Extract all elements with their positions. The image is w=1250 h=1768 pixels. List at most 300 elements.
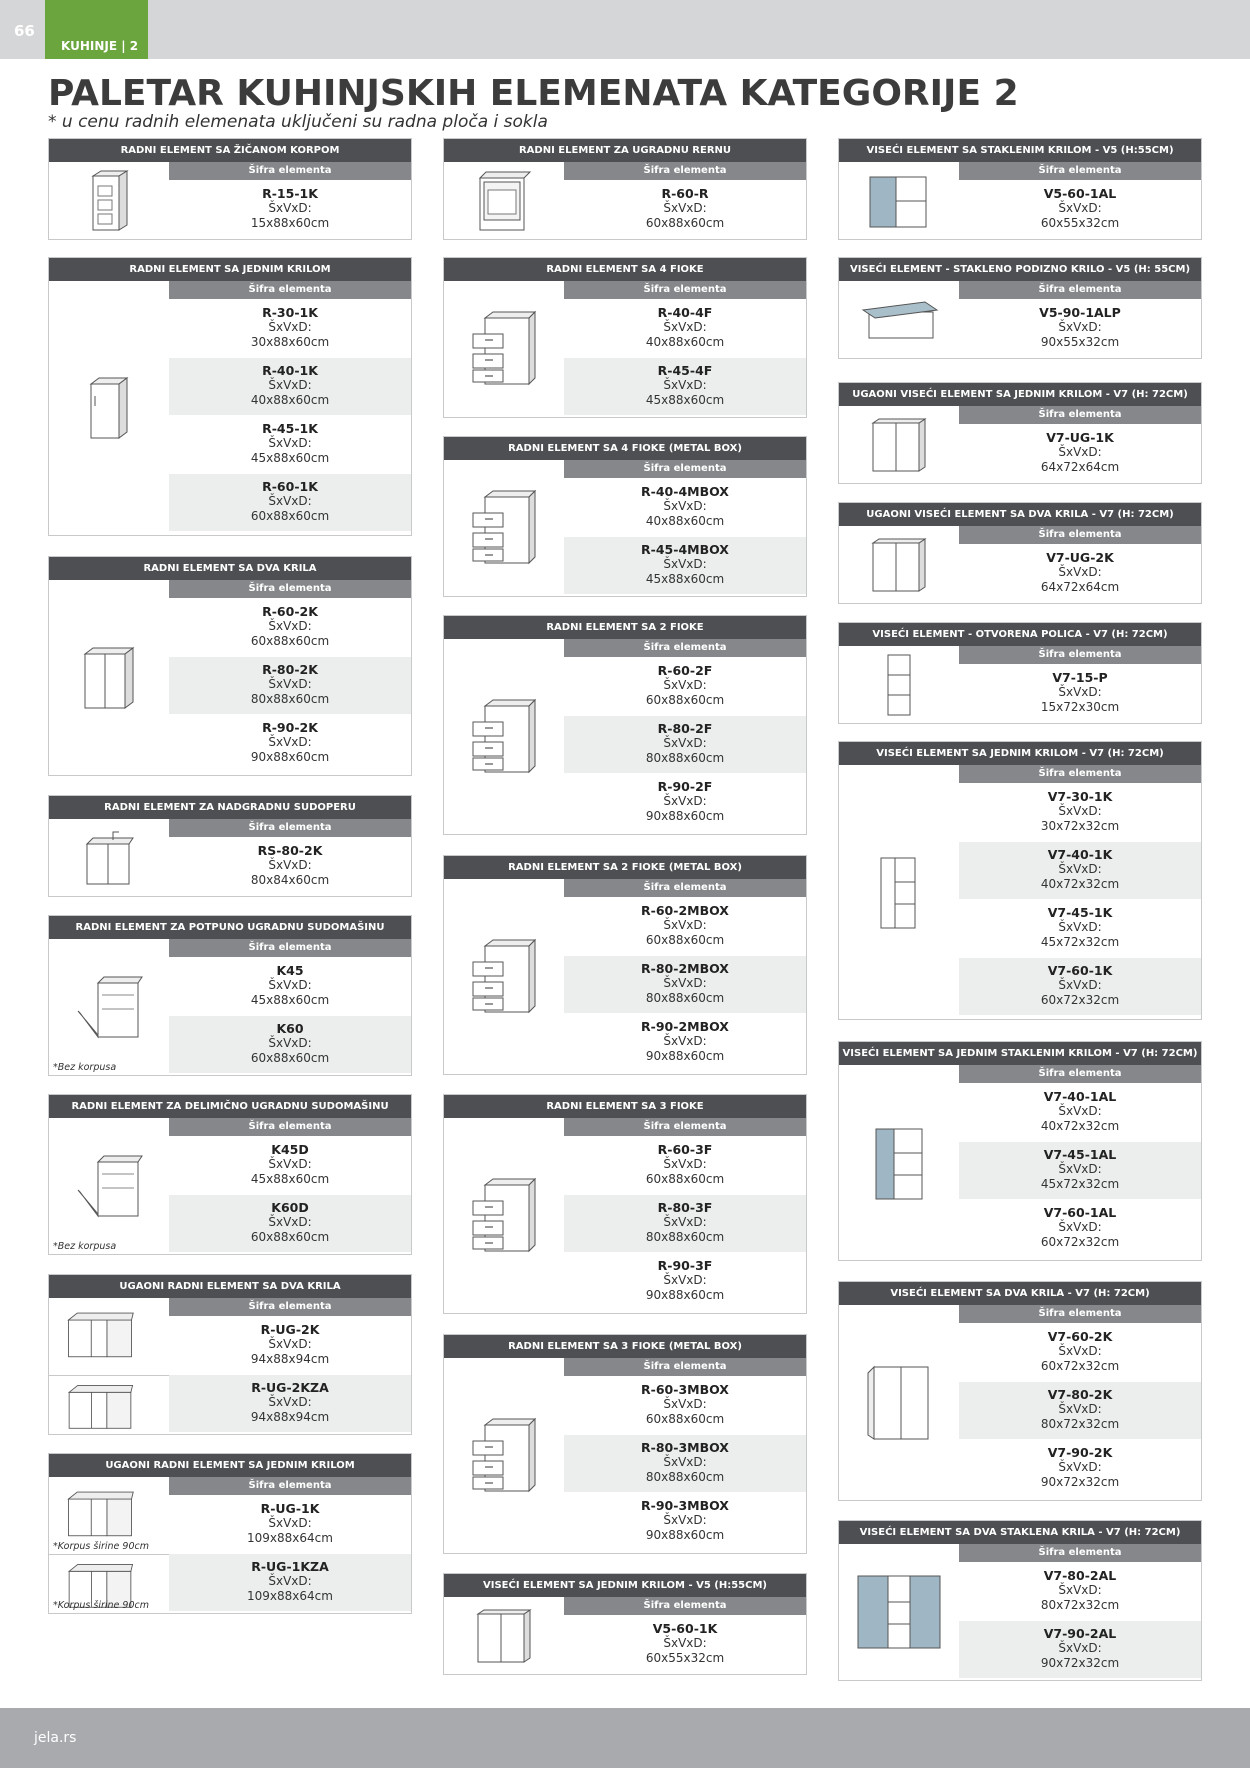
panel-body: [49, 162, 411, 239]
panel-body: [839, 1305, 1201, 1500]
product-size: 80x72x32cm: [1040, 1417, 1120, 1431]
dimension-label: ŠxVxD:: [663, 918, 707, 932]
product-size: 80x88x60cm: [645, 751, 725, 765]
panel-title: VISEĆI ELEMENT SA DVA STAKLENA KRILA - V7 (H: 72CM): [839, 1521, 1201, 1544]
product-item: [564, 357, 806, 415]
panel-body: [49, 939, 411, 1075]
code-header: Šifra elementa: [169, 580, 411, 598]
product-size: 90x72x32cm: [1040, 1656, 1120, 1670]
page-title: PALETAR KUHINJSKIH ELEMENATA KATEGORIJE 2: [48, 73, 1019, 114]
product-item: [959, 1620, 1201, 1678]
drawers-2-metalbox-icon: [444, 879, 564, 1074]
sink-cabinet-icon: [49, 819, 169, 896]
product-panel: [48, 1094, 412, 1255]
code-header: Šifra elementa: [564, 639, 806, 657]
product-item: [959, 783, 1201, 841]
panel-body: [839, 406, 1201, 483]
product-item: [564, 1492, 806, 1550]
product-item: [169, 1374, 411, 1432]
product-size: 45x88x60cm: [250, 993, 330, 1007]
product-size: 109x88x64cm: [247, 1531, 333, 1545]
product-size: 60x72x32cm: [1040, 1235, 1120, 1249]
panel-title: UGAONI VISEĆI ELEMENT SA DVA KRILA - V7 (H: 72CM): [839, 503, 1201, 526]
panel-body: [444, 639, 806, 834]
dimension-label: ŠxVxD:: [268, 494, 312, 508]
product-size: 80x84x60cm: [250, 873, 330, 887]
panel-body: [839, 526, 1201, 603]
dimension-label: ŠxVxD:: [663, 976, 707, 990]
product-panel: [838, 382, 1202, 484]
drawers-2-icon: [444, 639, 564, 834]
dimension-label: ŠxVxD:: [268, 619, 312, 633]
product-item: [959, 180, 1201, 238]
panel-body: [444, 460, 806, 596]
product-item: [564, 1434, 806, 1492]
product-size: 60x55x32cm: [645, 1651, 725, 1665]
product-item: [959, 664, 1201, 722]
product-size: 90x88x60cm: [645, 1528, 725, 1542]
panel-note: *Bez korpusa: [53, 1062, 117, 1073]
dimension-label: ŠxVxD:: [268, 320, 312, 334]
product-item: [169, 837, 411, 895]
product-item: [564, 955, 806, 1013]
product-code: V7-15-P: [1052, 670, 1108, 685]
product-size: 30x88x60cm: [250, 335, 330, 349]
panel-body: [444, 1358, 806, 1553]
product-code: R-45-1K: [262, 421, 318, 436]
product-panel: [443, 855, 807, 1075]
dimension-label: ŠxVxD:: [663, 320, 707, 334]
product-size: 45x72x32cm: [1040, 935, 1120, 949]
product-code: R-80-2MBOX: [641, 961, 729, 976]
product-code: R-15-1K: [262, 186, 318, 201]
code-header: Šifra elementa: [959, 1305, 1201, 1323]
product-code: R-60-2MBOX: [641, 903, 729, 918]
product-code: V5-60-1K: [652, 1621, 718, 1636]
panel-title: UGAONI RADNI ELEMENT SA JEDNIM KRILOM: [49, 1454, 411, 1477]
product-panel: [48, 795, 412, 897]
product-panel: [48, 1453, 412, 1614]
product-code: R-60-3F: [657, 1142, 713, 1157]
dimension-label: ŠxVxD:: [1058, 862, 1102, 876]
product-item: [564, 1194, 806, 1252]
wall-cabinet-glass-icon: [839, 162, 959, 239]
section-tab: [45, 0, 148, 59]
product-item: [169, 1136, 411, 1194]
corner-wall-single-icon: [839, 406, 959, 483]
product-code: V7-80-2K: [1047, 1387, 1113, 1402]
panel-body: [444, 1118, 806, 1313]
cabinet-double-door-icon: [49, 580, 169, 775]
product-size: 109x88x64cm: [247, 1589, 333, 1603]
product-code: R-30-1K: [262, 305, 318, 320]
product-code: V7-UG-1K: [1046, 430, 1114, 445]
dimension-label: ŠxVxD:: [268, 378, 312, 392]
footer-site: jela.rs: [34, 1730, 77, 1746]
drawers-4-metalbox-icon: [444, 460, 564, 596]
product-item: [959, 1562, 1201, 1620]
product-size: 40x88x60cm: [645, 335, 725, 349]
product-panel: [838, 1041, 1202, 1261]
product-size: 90x88x60cm: [250, 750, 330, 764]
panel-title: RADNI ELEMENT SA 2 FIOKE: [444, 616, 806, 639]
product-code: V7-80-2AL: [1043, 1568, 1117, 1583]
product-panel: [48, 138, 412, 240]
product-size: 80x72x32cm: [1040, 1598, 1120, 1612]
product-size: 60x88x60cm: [250, 634, 330, 648]
dimension-label: ŠxVxD:: [268, 1574, 312, 1588]
panel-body: [444, 281, 806, 417]
panel-title: VISEĆI ELEMENT - OTVORENA POLICA - V7 (H: 72CM): [839, 623, 1201, 646]
panel-body: [49, 580, 411, 775]
code-header: Šifra elementa: [959, 526, 1201, 544]
product-item: [959, 957, 1201, 1015]
dimension-label: ŠxVxD:: [663, 201, 707, 215]
product-code: R-90-3F: [657, 1258, 713, 1273]
product-item: [169, 1194, 411, 1252]
product-code: V7-90-2AL: [1043, 1626, 1117, 1641]
code-header: Šifra elementa: [959, 1544, 1201, 1562]
product-size: 30x72x32cm: [1040, 819, 1120, 833]
panel-title: RADNI ELEMENT ZA NADGRADNU SUDOPERU: [49, 796, 411, 819]
product-code: RS-80-2K: [257, 843, 323, 858]
dimension-label: ŠxVxD:: [1058, 685, 1102, 699]
dimension-label: ŠxVxD:: [1058, 565, 1102, 579]
product-code: R-60-2F: [657, 663, 713, 678]
code-header: Šifra elementa: [564, 1358, 806, 1376]
panel-title: UGAONI RADNI ELEMENT SA DVA KRILA: [49, 1275, 411, 1298]
code-header: Šifra elementa: [564, 281, 806, 299]
product-code: R-60-3MBOX: [641, 1382, 729, 1397]
panel-title: VISEĆI ELEMENT SA JEDNIM KRILOM - V5 (H:55CM): [444, 1574, 806, 1597]
product-item: [959, 1141, 1201, 1199]
product-panel: [838, 502, 1202, 604]
cabinet-single-door-icon: [49, 281, 169, 535]
product-item: [959, 1199, 1201, 1257]
panel-title: RADNI ELEMENT ZA POTPUNO UGRADNU SUDOMAŠINU: [49, 916, 411, 939]
product-code: R-90-2F: [657, 779, 713, 794]
dimension-label: ŠxVxD:: [268, 1516, 312, 1530]
dimension-label: ŠxVxD:: [1058, 320, 1102, 334]
product-item: [959, 841, 1201, 899]
dimension-label: ŠxVxD:: [1058, 1104, 1102, 1118]
panel-title: UGAONI VISEĆI ELEMENT SA JEDNIM KRILOM - V7 (H: 72CM): [839, 383, 1201, 406]
page-number: 66: [14, 22, 35, 40]
product-code: V7-UG-2K: [1046, 550, 1114, 565]
product-size: 90x72x32cm: [1040, 1475, 1120, 1489]
product-size: 60x55x32cm: [1040, 216, 1120, 230]
product-size: 64x72x64cm: [1040, 580, 1120, 594]
dimension-label: ŠxVxD:: [268, 1215, 312, 1229]
product-item: [169, 1316, 411, 1374]
panel-body: [49, 1477, 411, 1613]
dimension-label: ŠxVxD:: [1058, 1583, 1102, 1597]
product-item: [959, 1323, 1201, 1381]
product-code: R-80-2F: [657, 721, 713, 736]
product-item: [564, 897, 806, 955]
corner-cabinet-double-icon: [49, 1298, 169, 1375]
product-size: 45x88x60cm: [250, 1172, 330, 1186]
code-header: Šifra elementa: [564, 162, 806, 180]
dimension-label: ŠxVxD:: [268, 1157, 312, 1171]
product-code: V5-90-1ALP: [1039, 305, 1121, 320]
wall-cabinet-v7-double-glass-icon: [839, 1544, 959, 1680]
product-panel: [48, 257, 412, 536]
dimension-label: ŠxVxD:: [268, 735, 312, 749]
product-item: [959, 1083, 1201, 1141]
product-item: [169, 714, 411, 772]
product-item: [564, 1252, 806, 1310]
dimension-label: ŠxVxD:: [663, 378, 707, 392]
code-header: Šifra elementa: [169, 939, 411, 957]
product-code: R-90-2MBOX: [641, 1019, 729, 1034]
product-size: 60x72x32cm: [1040, 1359, 1120, 1373]
product-code: R-60-R: [661, 186, 709, 201]
product-item: [564, 1136, 806, 1194]
product-code: R-80-3MBOX: [641, 1440, 729, 1455]
dimension-label: ŠxVxD:: [1058, 978, 1102, 992]
panel-title: VISEĆI ELEMENT - STAKLENO PODIZNO KRILO - V5 (H: 55CM): [839, 258, 1201, 281]
panel-body: [839, 1544, 1201, 1680]
product-panel: [838, 1520, 1202, 1681]
product-item: [564, 478, 806, 536]
dimension-label: ŠxVxD:: [1058, 1402, 1102, 1416]
product-size: 45x88x60cm: [645, 572, 725, 586]
dimension-label: ŠxVxD:: [1058, 1460, 1102, 1474]
code-header: Šifra elementa: [564, 1118, 806, 1136]
code-header: Šifra elementa: [169, 1118, 411, 1136]
panel-title: RADNI ELEMENT SA 3 FIOKE (METAL BOX): [444, 1335, 806, 1358]
panel-title: RADNI ELEMENT SA JEDNIM KRILOM: [49, 258, 411, 281]
footer: [0, 1708, 1250, 1768]
product-panel: [838, 622, 1202, 724]
product-panel: [443, 1334, 807, 1554]
product-code: R-40-1K: [262, 363, 318, 378]
corner-cabinet-double-icon: [49, 1375, 169, 1434]
product-size: 90x88x60cm: [645, 809, 725, 823]
dimension-label: ŠxVxD:: [663, 499, 707, 513]
panel-note: *Bez korpusa: [53, 1241, 117, 1252]
product-code: V7-90-2K: [1047, 1445, 1113, 1460]
product-size: 64x72x64cm: [1040, 460, 1120, 474]
product-item: [169, 357, 411, 415]
code-header: Šifra elementa: [169, 819, 411, 837]
product-size: 80x88x60cm: [645, 1470, 725, 1484]
drawers-3-metalbox-icon: [444, 1358, 564, 1553]
product-size: 60x88x60cm: [250, 509, 330, 523]
product-item: [169, 598, 411, 656]
panel-note: *Korpus širine 90cm: [53, 1541, 149, 1552]
product-item: [169, 180, 411, 238]
product-item: [564, 1615, 806, 1673]
corner-cabinet-single-icon: [49, 1554, 169, 1613]
product-size: 40x88x60cm: [250, 393, 330, 407]
code-header: Šifra elementa: [564, 879, 806, 897]
dishwasher-partial-icon: [49, 1118, 169, 1254]
product-size: 90x88x60cm: [645, 1288, 725, 1302]
panel-body: [444, 879, 806, 1074]
product-code: R-80-2K: [262, 662, 318, 677]
product-size: 60x72x32cm: [1040, 993, 1120, 1007]
panel-title: VISEĆI ELEMENT SA JEDNIM STAKLENIM KRILOM - V7 (H: 72CM): [839, 1042, 1201, 1065]
dimension-label: ŠxVxD:: [268, 1036, 312, 1050]
dimension-label: ŠxVxD:: [268, 1337, 312, 1351]
panel-title: VISEĆI ELEMENT SA DVA KRILA - V7 (H: 72CM): [839, 1282, 1201, 1305]
product-size: 40x88x60cm: [645, 514, 725, 528]
panel-body: [49, 1298, 411, 1434]
product-panel: [48, 915, 412, 1076]
cabinet-wire-basket-icon: [49, 162, 169, 239]
product-code: V7-60-1K: [1047, 963, 1113, 978]
product-item: [169, 415, 411, 473]
dimension-label: ŠxVxD:: [663, 794, 707, 808]
product-item: [564, 180, 806, 238]
dimension-label: ŠxVxD:: [1058, 1344, 1102, 1358]
product-size: 60x88x60cm: [645, 933, 725, 947]
product-code: R-UG-1K: [260, 1501, 320, 1516]
product-size: 80x88x60cm: [645, 1230, 725, 1244]
dimension-label: ŠxVxD:: [268, 858, 312, 872]
corner-wall-double-icon: [839, 526, 959, 603]
product-size: 45x88x60cm: [250, 451, 330, 465]
panel-body: [839, 646, 1201, 723]
code-header: Šifra elementa: [959, 646, 1201, 664]
code-header: Šifra elementa: [169, 281, 411, 299]
dimension-label: ŠxVxD:: [1058, 445, 1102, 459]
drawers-4-icon: [444, 281, 564, 417]
dimension-label: ŠxVxD:: [1058, 1162, 1102, 1176]
product-item: [564, 657, 806, 715]
panel-body: [839, 1065, 1201, 1260]
dimension-label: ŠxVxD:: [1058, 1641, 1102, 1655]
product-item: [169, 1015, 411, 1073]
wall-cabinet-lift-glass-icon: [839, 281, 959, 358]
dimension-label: ŠxVxD:: [663, 1455, 707, 1469]
product-code: K60: [276, 1021, 304, 1036]
panel-body: [49, 819, 411, 896]
panel-title: RADNI ELEMENT ZA UGRADNU RERNU: [444, 139, 806, 162]
product-code: R-UG-2K: [260, 1322, 320, 1337]
dimension-label: ŠxVxD:: [268, 978, 312, 992]
dimension-label: ŠxVxD:: [1058, 920, 1102, 934]
code-header: Šifra elementa: [959, 281, 1201, 299]
product-item: [959, 544, 1201, 602]
wall-cabinet-v7-single-icon: [839, 765, 959, 1019]
product-code: V7-40-1AL: [1043, 1089, 1117, 1104]
dimension-label: ŠxVxD:: [663, 1273, 707, 1287]
panel-body: [49, 1118, 411, 1254]
product-code: R-45-4MBOX: [641, 542, 729, 557]
code-header: Šifra elementa: [959, 162, 1201, 180]
product-item: [169, 473, 411, 531]
product-size: 60x88x60cm: [645, 1412, 725, 1426]
dimension-label: ŠxVxD:: [268, 201, 312, 215]
product-item: [959, 424, 1201, 482]
dimension-label: ŠxVxD:: [1058, 804, 1102, 818]
product-code: V7-45-1AL: [1043, 1147, 1117, 1162]
code-header: Šifra elementa: [959, 765, 1201, 783]
dimension-label: ŠxVxD:: [268, 436, 312, 450]
product-size: 90x88x60cm: [645, 1049, 725, 1063]
section-label: KUHINJE | 2: [61, 39, 139, 53]
code-header: Šifra elementa: [564, 1597, 806, 1615]
panel-title: RADNI ELEMENT SA 3 FIOKE: [444, 1095, 806, 1118]
product-item: [564, 1013, 806, 1071]
panel-body: [839, 281, 1201, 358]
oven-cabinet-icon: [444, 162, 564, 239]
product-code: R-45-4F: [657, 363, 713, 378]
dimension-label: ŠxVxD:: [663, 1034, 707, 1048]
dimension-label: ŠxVxD:: [663, 736, 707, 750]
product-code: R-UG-1KZA: [251, 1559, 329, 1574]
product-panel: [443, 1573, 807, 1675]
product-size: 90x55x32cm: [1040, 335, 1120, 349]
product-size: 94x88x94cm: [250, 1352, 330, 1366]
product-item: [564, 536, 806, 594]
product-size: 45x88x60cm: [645, 393, 725, 407]
code-header: Šifra elementa: [169, 1298, 411, 1316]
open-shelf-icon: [839, 646, 959, 723]
product-code: R-60-1K: [262, 479, 318, 494]
panel-body: [839, 765, 1201, 1019]
product-code: K60D: [271, 1200, 309, 1215]
panel-title: RADNI ELEMENT SA 4 FIOKE (METAL BOX): [444, 437, 806, 460]
panel-body: [444, 1597, 806, 1674]
product-panel: [838, 741, 1202, 1020]
product-code: V7-40-1K: [1047, 847, 1113, 862]
product-code: V7-60-1AL: [1043, 1205, 1117, 1220]
product-code: K45: [276, 963, 304, 978]
code-header: Šifra elementa: [169, 162, 411, 180]
product-size: 80x88x60cm: [645, 991, 725, 1005]
product-panel: [838, 138, 1202, 240]
product-item: [959, 1439, 1201, 1497]
dimension-label: ŠxVxD:: [1058, 201, 1102, 215]
product-item: [169, 656, 411, 714]
product-panel: [838, 257, 1202, 359]
code-header: Šifra elementa: [169, 1477, 411, 1495]
dimension-label: ŠxVxD:: [663, 1397, 707, 1411]
product-item: [169, 1495, 411, 1553]
panel-title: RADNI ELEMENT ZA DELIMIČNO UGRADNU SUDOMAŠINU: [49, 1095, 411, 1118]
product-item: [169, 1553, 411, 1611]
product-code: R-60-2K: [262, 604, 318, 619]
product-code: R-40-4MBOX: [641, 484, 729, 499]
wall-cabinet-single-icon: [444, 1597, 564, 1674]
wall-cabinet-v7-glass-icon: [839, 1065, 959, 1260]
dimension-label: ŠxVxD:: [663, 557, 707, 571]
code-header: Šifra elementa: [959, 406, 1201, 424]
product-code: R-90-3MBOX: [641, 1498, 729, 1513]
product-panel: [443, 1094, 807, 1314]
product-size: 15x72x30cm: [1040, 700, 1120, 714]
panel-title: VISEĆI ELEMENT SA JEDNIM KRILOM - V7 (H: 72CM): [839, 742, 1201, 765]
product-panel: [443, 436, 807, 597]
product-item: [564, 773, 806, 831]
panel-title: VISEĆI ELEMENT SA STAKLENIM KRILOM - V5 (H:55CM): [839, 139, 1201, 162]
corner-cabinet-single-icon: [49, 1477, 169, 1554]
dimension-label: ŠxVxD:: [268, 677, 312, 691]
product-code: R-80-3F: [657, 1200, 713, 1215]
dimension-label: ŠxVxD:: [663, 1636, 707, 1650]
product-code: R-40-4F: [657, 305, 713, 320]
product-size: 94x88x94cm: [250, 1410, 330, 1424]
product-item: [169, 299, 411, 357]
panel-body: [49, 281, 411, 535]
product-size: 40x72x32cm: [1040, 1119, 1120, 1133]
product-panel: [443, 615, 807, 835]
product-panel: [838, 1281, 1202, 1501]
